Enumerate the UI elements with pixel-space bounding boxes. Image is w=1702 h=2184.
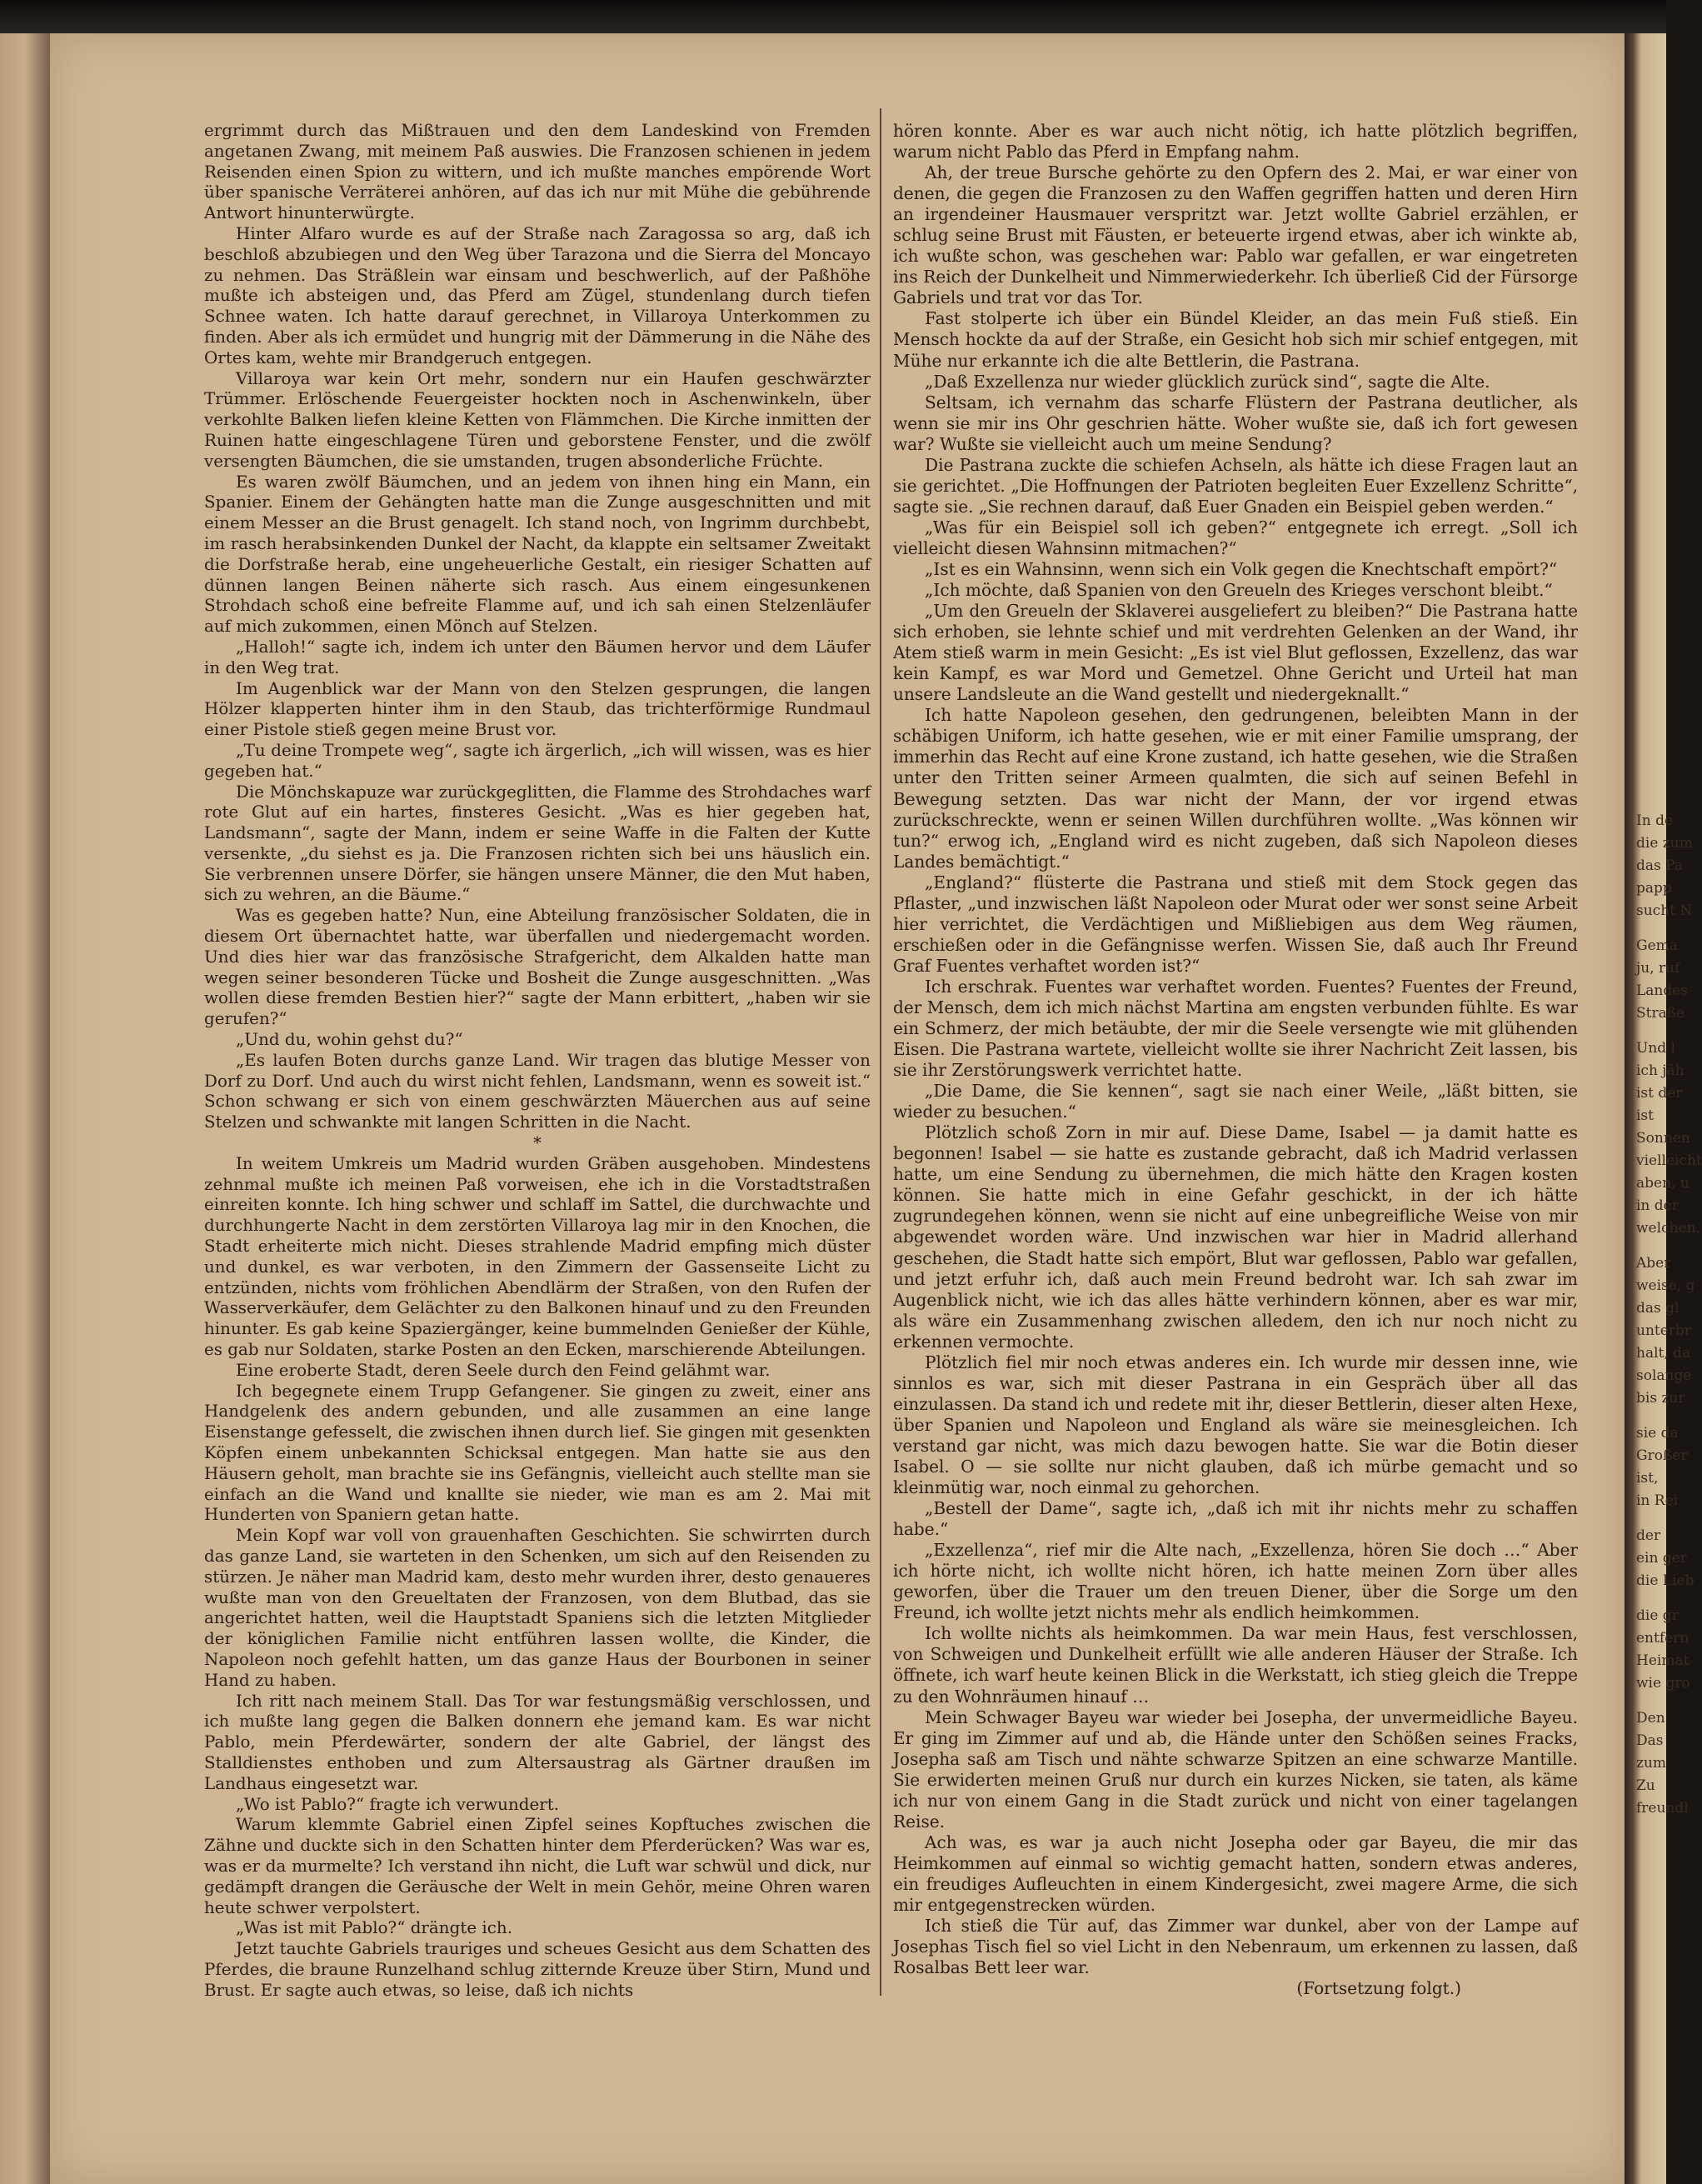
- paragraph: „Und du, wohin gehst du?“: [236, 1030, 463, 1050]
- adjacent-page-fragment: die Lieb: [1636, 1572, 1695, 1589]
- adjacent-page-fragment: Den: [1636, 1710, 1665, 1727]
- adjacent-page-fragment: sucht N: [1636, 902, 1693, 919]
- paragraph: *: [533, 1133, 542, 1153]
- column-divider: [880, 108, 881, 1996]
- adjacent-page-fragment: weise, g: [1636, 1277, 1695, 1294]
- adjacent-page-fragment: ein ger: [1636, 1550, 1687, 1567]
- paragraph: „Daß Exzellenza nur wieder glücklich zurück sind“, sagte die Alte.: [925, 371, 1490, 392]
- paragraph: Jetzt tauchte Gabriels trauriges und scheues Gesicht aus dem Schatten des Pferdes, die braune Runzelhand schlug zitternde Kreuze über Stirn, Mund und Brust. Er sagte auch etwas, so leise, daß ich nichts: [204, 1939, 871, 2000]
- paragraph: ergrimmt durch das Mißtrauen und den dem Landeskind von Fremden angetanen Zwang, mit meinem Paß auswies. Die Franzosen schienen in jedem Reisenden einen Spion zu wittern, und ich mußte manches empörende Wort über spanische Verräterei anhören, auf das ich nur mit Mühe die gebührende Antwort hinunterwürgte.: [204, 121, 871, 223]
- adjacent-page-fragment: Das: [1636, 1732, 1664, 1749]
- paragraph: „Was ist mit Pablo?“ drängte ich.: [236, 1918, 513, 1938]
- adjacent-page-fragment: unterbr: [1636, 1322, 1691, 1339]
- left-text-column: [204, 121, 871, 2002]
- adjacent-page-fragment: das Pa: [1636, 857, 1683, 874]
- paragraph: Es waren zwölf Bäumchen, und an jedem von ihnen hing ein Mann, ein Spanier. Einem der Gehängten hatte man die Zunge ausgeschnitten und mit einem Messer an die Brust genagelt. Ich stand noch, von Ingrimm durchbebt, im rasch herabsinkenden Dunkel der Nacht, da klappte ein seltsamer Zweitakt die Dorfstraße herab, eine ungeheuerliche Gestalt, ein riesiger Schatten auf dünnen langen Beinen näherte sich rasch. Aus einem eingesunkenen Strohdach schoß eine befreite Flamme auf, und ich sah einen Stelzenläufer auf mich zukommen, einen Mönch auf Stelzen.: [204, 472, 871, 637]
- adjacent-page-fragment: ist der: [1636, 1085, 1683, 1102]
- paragraph: „England?“ flüsterte die Pastrana und stieß mit dem Stock gegen das Pflaster, „und inzwischen läßt Napoleon oder Murat oder wer sonst seine Arbeit hier verrichtet, die Verdächtigen und Mißliebigen aus dem Weg räumen, erschießen oder in die Gefängnisse werfen. Wissen Sie, daß auch Ihr Freund Graf Fuentes verhaftet worden ist?“: [893, 872, 1578, 976]
- paragraph: Ich wollte nichts als heimkommen. Da war mein Haus, fest verschlossen, von Schweigen und Dunkelheit erfüllt wie alle anderen Häuser der Straße. Ich öffnete, ich warf heute keinen Blick in die Werkstatt, ich stieg gleich die Treppe zu den Wohnräumen hinauf …: [893, 1623, 1578, 1707]
- adjacent-page-fragment: ju, ruf: [1636, 960, 1680, 977]
- paragraph: Eine eroberte Stadt, deren Seele durch den Feind gelähmt war.: [236, 1360, 771, 1380]
- paragraph: „Wo ist Pablo?“ fragte ich verwundert.: [236, 1794, 560, 1814]
- adjacent-page-fragment: Sonnen: [1636, 1130, 1690, 1147]
- paragraph: Warum klemmte Gabriel einen Zipfel seines Kopftuches zwischen die Zähne und duckte sich in den Schatten hinter dem Pferderücken? Was war es, was er da murmelte? Ich verstand ihn nicht, die Luft war schwül und dick, nur gedämpft drangen die Geräusche der Welt in mein Gehör, meine Ohren waren heute schwer verpolstert.: [204, 1815, 871, 1917]
- paragraph: „Tu deine Trompete weg“, sagte ich ärgerlich, „ich will wissen, was es hier gegeben hat.“: [204, 740, 871, 781]
- paragraph: Fast stolperte ich über ein Bündel Kleider, an das mein Fuß stieß. Ein Mensch hockte da auf der Straße, ein Gesicht hob sich mir schief entgegen, mit Mühe nur erkannte ich die alte Bettlerin, die Pastrana.: [893, 308, 1578, 371]
- paragraph: Mein Kopf war voll von grauenhaften Geschichten. Sie schwirrten durch das ganze Land, sie warteten in den Schenken, um sich auf den Reisenden zu stürzen. Je näher man Madrid kam, desto mehr wurden ihrer, desto genaueres wußte man von den Greueltaten der Franzosen, von dem Blutbad, das sie angerichtet hatten, weil die Hauptstadt Spaniens sich die letzten Mitglieder der königlichen Familie nicht entführen lassen wollte, die Kinder, die Napoleon noch gefehlt hatten, um das ganze Haus der Bourbonen in seiner Hand zu haben.: [204, 1526, 871, 1690]
- adjacent-page-fragment: ich jäh: [1636, 1062, 1685, 1079]
- adjacent-page-fragment: in Rei: [1636, 1492, 1679, 1509]
- adjacent-page-fragment: das gl: [1636, 1300, 1680, 1317]
- adjacent-page-fragment: Gema: [1636, 937, 1678, 954]
- paragraph: Hinter Alfaro wurde es auf der Straße nach Zaragossa so arg, daß ich beschloß abzubiegen und den Weg über Tarazona und die Sierra del Moncayo zu nehmen. Das Sträßlein war einsam und beschwerlich, auf der Paßhöhe mußte ich absteigen und, das Pferd am Zügel, stundenlang durch tiefen Schnee waten. Ich hatte darauf gerechnet, in Villaroya Unterkommen zu finden. Aber als ich ermüdet und hungrig mit der Dämmerung in die Nähe des Ortes kam, wehte mir Brandgeruch entgegen.: [204, 223, 871, 367]
- adjacent-page-fragment: in der: [1636, 1197, 1679, 1214]
- adjacent-page-fragment: Aber: [1636, 1255, 1671, 1272]
- adjacent-page-fragment: Großer: [1636, 1447, 1688, 1464]
- paragraph: Seltsam, ich vernahm das scharfe Flüstern der Pastrana deutlicher, als wenn sie mir ins Ohr geschrien hätte. Woher wußte sie, daß ich fort gewesen war? Wußte sie vielleicht auch um meine Sendung?: [893, 392, 1578, 454]
- paragraph: „Ist es ein Wahnsinn, wenn sich ein Volk gegen die Knechtschaft empört?“: [925, 558, 1558, 579]
- adjacent-page-fragment: freundl: [1636, 1800, 1689, 1817]
- paragraph: Die Pastrana zuckte die schiefen Achseln, als hätte ich diese Fragen laut an sie gerichtet. „Die Hoffnungen der Patrioten begleiten Euer Exzellenz Schritte“, sagte sie. „Sie rechnen darauf, daß Euer Gnaden ein Beispiel geben werden.“: [893, 454, 1578, 517]
- adjacent-page-fragment: die zum: [1636, 835, 1693, 852]
- paragraph: Plötzlich schoß Zorn in mir auf. Diese Dame, Isabel — ja damit hatte es begonnen! Isabel — sie hatte es zustande gebracht, daß ich Madrid verlassen hatte, um eine Sendung zu übernehmen, die mich hätte den Kragen kosten können. Sie hatte mich in eine Gefahr geschickt, in der ich hätte zugrundegehen können, wenn sie nicht auf eine unbegreifliche Weise von mir abgewendet worden wäre. Und inzwischen war hier in Madrid allerhand geschehen, die Stadt hatte sich empört, Blut war geflossen, Pablo war gefallen, und jetzt erfuhr ich, daß auch mein Freund bedroht war. Ich sah zwar im Augenblick nicht, wie ich das alles hätte verhindern können, aber es war mir, als wäre ein Zusammenhang zwischen alledem, den ich nur noch nicht zu erkennen vermochte.: [893, 1122, 1578, 1352]
- right-text-column: [893, 121, 1578, 1999]
- adjacent-page-fragment: vielleicht: [1636, 1152, 1702, 1169]
- adjacent-page-fragment: Heimat: [1636, 1652, 1690, 1669]
- paragraph: Ach was, es war ja auch nicht Josepha oder gar Bayeu, die mir das Heimkommen auf einmal so wichtig gemacht hatten, sondern etwas anderes, ein freudiges Aufleuchten in einem Kindergesicht, zwei magere Arme, die sich mir entgegenstrecken würden.: [893, 1832, 1578, 1915]
- paragraph: Plötzlich fiel mir noch etwas anderes ein. Ich wurde mir dessen inne, wie sinnlos es war, sich mit dieser Pastrana in ein Gespräch über all das einzulassen. Da stand ich und redete mit ihr, dieser Bettlerin, dieser alten Hexe, über Spanien und Napoleon und England als wäre sie meinesgleichen. Ich verstand gar nicht, was mich dazu bewogen hatte. Sie war die Botin dieser Isabel. O — sie sollte nur nicht glauben, daß ich mürbe gemacht und so kleinmütig war, noch einmal zu gehorchen.: [893, 1352, 1578, 1498]
- paragraph: Ah, der treue Bursche gehörte zu den Opfern des 2. Mai, er war einer von denen, die gegen die Franzosen zu den Waffen gegriffen hatten und deren Hirn an irgendeiner Hausmauer verspritzt war. Jetzt wollte Gabriel erzählen, er schlug seine Brust mit Fäusten, er beteuerte irgend etwas, aber ich winkte ab, ich wußte schon, was geschehen war: Pablo war gefallen, er war eingetreten ins Reich der Dunkelheit und Nimmerwiederkehr. Ich überließ Cid der Fürsorge Gabriels und trat vor das Tor.: [893, 162, 1578, 308]
- paragraph: Ich stieß die Tür auf, das Zimmer war dunkel, aber von der Lampe auf Josephas Tisch fiel so viel Licht in den Nebenraum, um erkennen zu lassen, daß Rosalbas Bett leer war.: [893, 1916, 1578, 1978]
- paragraph: In weitem Umkreis um Madrid wurden Gräben ausgehoben. Mindestens zehnmal mußte ich meinen Paß vorweisen, ehe ich in die Vorstadtstraßen einreiten konnte. Ich hing schwer und schlaff im Sattel, die durchwachte und durchhungerte Nacht in dem zerstörten Villaroya lag mir in den Knochen, die Stadt erheiterte mich nicht. Dieses strahlende Madrid empfing mich düster und dunkel, es war verboten, in den Zimmern der Gassenseite Licht zu entzünden, nichts vom fröhlichen Abendlärm der Straßen, von den Rufen der Wasserverkäufer, dem Gelächter zu den Balkonen hinauf und zu den Freunden hinunter. Es gab keine Spaziergänger, keine bummelnden Genießer der Kühle, es gab nur Soldaten, starke Posten an den Ecken, marschierende Abteilungen.: [204, 1153, 871, 1360]
- paragraph: „Die Dame, die Sie kennen“, sagt sie nach einer Weile, „läßt bitten, sie wieder zu besuchen.“: [893, 1081, 1578, 1122]
- continuation-note: (Fortsetzung folgt.): [1296, 1978, 1461, 1999]
- adjacent-page-fragment: In de: [1636, 812, 1674, 829]
- paragraph: „Exzellenza“, rief mir die Alte nach, „Exzellenza, hören Sie doch …“ Aber ich hörte nicht, ich wollte nicht hören, ich hatte meinen Zorn über alles geworfen, über die Trauer um den treuen Diener, über die Sorge um den Freund, ich wollte jetzt nichts mehr als endlich heimkommen.: [893, 1540, 1578, 1623]
- paragraph: Ich hatte Napoleon gesehen, den gedrungenen, beleibten Mann in der schäbigen Uniform, ich hatte gesehen, wie er mit einer Familie umsprang, der immerhin das Recht auf eine Krone zustand, ich hatte gesehen, wie die Straßen unter den Tritten seiner Armeen qualmten, die sich auf seinen Befehl in Bewegung setzten. Das war nicht der Mann, der vor irgend etwas zurückschreckte, wenn er seinen Willen durchführen wollte. „Was können wir tun?“ erwog ich, „England wird es nicht zugeben, daß sich Napoleon dieses Landes bemächtigt.“: [893, 705, 1578, 872]
- paragraph: Villaroya war kein Ort mehr, sondern nur ein Haufen geschwärzter Trümmer. Erlöschende Feuergeister hockten noch in Aschenwinkeln, über verkohlte Balken liefen kleine Ketten von Flämmchen. Die Kirche inmitten der Ruinen hatte eingeschlagene Türen und geborstene Fenster, und die zwölf versengten Bäumchen, die sie umstanden, trugen absonderliche Früchte.: [204, 368, 871, 471]
- book-binding-edge: [0, 33, 50, 2184]
- paragraph: Im Augenblick war der Mann von den Stelzen gesprungen, die langen Hölzer klapperten hinter ihm in den Staub, das trichterförmige Rundmaul einer Pistole stieß gegen meine Brust vor.: [204, 678, 871, 740]
- paragraph: Ich ritt nach meinem Stall. Das Tor war festungsmäßig verschlossen, und ich mußte lang gegen die Balken donnern ehe jemand kam. Es war nicht Pablo, mein Pferdewärter, sondern der alte Gabriel, der längst des Stalldienstes enthoben und zum Altersaustrag als Gärtner draußen im Landhaus eingesetzt war.: [204, 1691, 871, 1793]
- paragraph: „Ich möchte, daß Spanien von den Greueln des Krieges verschont bleibt.“: [925, 580, 1553, 601]
- adjacent-page-fragment: wie gro: [1636, 1675, 1690, 1692]
- paragraph: Mein Schwager Bayeu war wieder bei Josepha, der unvermeidliche Bayeu. Er ging im Zimmer auf und ab, die Hände unter den Schößen seines Fracks, Josepha saß am Tisch und nähte schwarze Spitzen an eine schwarze Mantille. Sie erwiderten meinen Gruß nur durch ein kurzes Nicken, sie taten, als käme ich nur von einem Gang in die Stadt zurück und nicht von einer tagelangen Reise.: [893, 1707, 1578, 1832]
- adjacent-page-fragment: papp: [1636, 880, 1672, 897]
- adjacent-page-fragment: welchen,: [1636, 1220, 1700, 1237]
- paragraph: Die Mönchskapuze war zurückgeglitten, die Flamme des Strohdaches warf rote Glut auf ein hartes, finsteres Gesicht. „Was es hier gegeben hat, Landsmann“, sagte der Mann, indem er seine Waffe in die Falten der Kutte versenkte, „du siehst es ja. Die Franzosen richten sich bei uns häuslich ein. Sie verbrennen unsere Dörfer, sie hängen unsere Männer, die den Mut haben, sich zu wehren, an die Bäume.“: [204, 782, 871, 905]
- paragraph: Was es gegeben hatte? Nun, eine Abteilung französischer Soldaten, die in diesem Ort übernachtet hatte, war überfallen und niedergemacht worden. Und dies hier war das französische Strafgericht, dem Alkalden hatte man wegen seiner besonderen Tücke und Bosheit die Zunge ausgeschnitten. „Was wollen diese fremden Bestien hier?“ sagte der Mann erbittert, „haben wir sie gerufen?“: [204, 906, 871, 1029]
- adjacent-page-fragment: die gr: [1636, 1607, 1679, 1624]
- paragraph: „Um den Greueln der Sklaverei ausgeliefert zu bleiben?“ Die Pastrana hatte sich erhoben, sie lehnte schief und mit verdrehten Gelenken an der Wand, ihr Atem stieß warm in mein Gesicht: „Es ist viel Blut geflossen, Exzellenz, das war kein Kampf, es war Mord und Gemetzel. Ohne Gericht und Urteil hat man unsere Landsleute an die Wand gestellt und niedergeknallt.“: [893, 601, 1578, 705]
- adjacent-page-fragment: Landes: [1636, 982, 1689, 999]
- adjacent-page-fragment: ist,: [1636, 1470, 1659, 1487]
- adjacent-page-fragment: Und l: [1636, 1040, 1675, 1057]
- adjacent-page-fragment: sie da: [1636, 1425, 1679, 1442]
- paragraph: „Bestell der Dame“, sagte ich, „daß ich mit ihr nichts mehr zu schaffen habe.“: [893, 1498, 1578, 1540]
- adjacent-page-fragment: ist: [1636, 1107, 1654, 1124]
- adjacent-page-fragment: zum: [1636, 1755, 1667, 1772]
- adjacent-page-fragment: der: [1636, 1527, 1661, 1544]
- paragraph: hören konnte. Aber es war auch nicht nötig, ich hatte plötzlich begriffen, warum nicht Pablo das Pferd in Empfang nahm.: [893, 121, 1578, 162]
- adjacent-page-fragment: aben, u: [1636, 1175, 1690, 1192]
- adjacent-page-fragment: Straße: [1636, 1005, 1685, 1022]
- adjacent-page-fragment: solange: [1636, 1367, 1692, 1384]
- adjacent-page-fragment: Zu: [1636, 1777, 1655, 1794]
- paragraph: Ich erschrak. Fuentes war verhaftet worden. Fuentes? Fuentes der Freund, der Mensch, dem ich mich nächst Martina am engsten verbunden fühlte. Es war ein Schmerz, der mich betäubte, der mir die Seele versengte wie mit glühenden Eisen. Die Pastrana wartete, vielleicht wollte sie ihrer Nachricht Zeit lassen, bis sie ihr Zerstörungswerk verrichtet hatte.: [893, 976, 1578, 1081]
- adjacent-page-fragment: bis zur: [1636, 1390, 1685, 1407]
- paragraph: Ich begegnete einem Trupp Gefangener. Sie gingen zu zweit, einer ans Handgelenk des andern gebunden, und alle zusammen an eine lange Eisenstange gefesselt, die zwischen ihnen durch lief. Sie gingen mit gesenkten Köpfen einem unbekannten Schicksal entgegen. Man hatte sie aus den Häusern geholt, man brachte sie ins Gefängnis, vielleicht auch stellte man sie einfach an die Wand und knallte sie nieder, wie man es am 2. Mai mit Hunderten von Spaniern getan hatte.: [204, 1381, 871, 1525]
- adjacent-page-edge: [1625, 33, 1702, 2184]
- paragraph: „Was für ein Beispiel soll ich geben?“ entgegnete ich erregt. „Soll ich vielleicht diesen Wahnsinn mitmachen?“: [893, 517, 1578, 558]
- paragraph: „Halloh!“ sagte ich, indem ich unter den Bäumen hervor und dem Läufer in den Weg trat.: [204, 637, 871, 677]
- paragraph: „Es laufen Boten durchs ganze Land. Wir tragen das blutige Messer von Dorf zu Dorf. Und auch du wirst nicht fehlen, Landsmann, wenn es soweit ist.“ Schon schwang er sich von einem geschwärzten Mäuerchen aus auf seine Stelzen und schwankte mit langen Schritten in die Nacht.: [204, 1050, 871, 1132]
- adjacent-page-fragment: entfern: [1636, 1630, 1690, 1647]
- adjacent-page-fragment: halt, da: [1636, 1345, 1691, 1362]
